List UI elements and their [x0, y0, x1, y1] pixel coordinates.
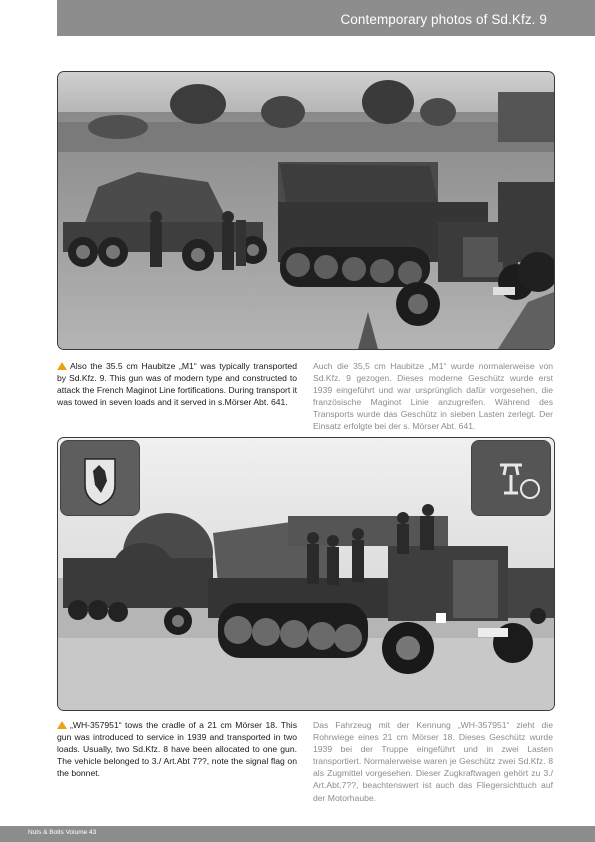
inset-emblem-right [471, 440, 551, 516]
caption-top-german: Auch die 35,5 cm Haubitze „M1“ wurde normalerweise von Sd.Kfz. 9 gezogen. Dieses moderne Geschütz wurde erst 1939 eingeführt und war ursprünglich dafür vorgesehen, die französische Maginot Linie anzugreifen. Während des Transports wurde das Geschütz in sieben Lasten zerlegt. Der Einsatz erfolgte bei der s. Mörser Abt. 641. [313, 361, 553, 432]
caption-bottom-english: „WH-357951“ tows the cradle of a 21 cm Mörser 18. This gun was introduced to service in 1939 and transported in two loads. Usually, two Sd.Kfz. 8 have been allocated to one gun. The vehicle belonged to 3./ Art.Abt 7??, note the signal flag on the bonnet. [57, 720, 297, 779]
photo-halftrack-towing-howitzer [58, 72, 554, 349]
inset-emblem-left [60, 440, 140, 516]
unit-emblem-tactical-sign [472, 441, 550, 515]
caption-bottom-german: Das Fahrzeug mit der Kennung „WH-357951“ zieht die Rohrwiege eines 21 cm Mörser 18. Dieses Geschütz wurde 1939 bei der Truppe eingeführt und in zwei Lasten transportiert. Normalerweise waren je Geschütz zwei Sd.Kfz. 8 als Zugmittel vorgesehen. Dieser Zugkraftwagen gehört zu 3./ Art.Abt.7??, beachtenswert ist auch das Fliegersichttuch auf der Motorhaube. [313, 720, 553, 803]
footer-publication: Nuts & Bolts Volume 43 [28, 829, 97, 836]
caption-top-english: Also the 35.5 cm Haubitze „M1“ was typically transported by Sd.Kfz. 9. This gun was of modern type and constructed to attack the French Maginot Line fortifications. During transport it was towed in seven loads and it served in s.Mörser Abt. 641. [57, 361, 297, 408]
unit-emblem-bear [61, 441, 139, 515]
page-title: Contemporary photos of Sd.Kfz. 9 [340, 12, 547, 27]
caption-marker-icon [57, 362, 67, 370]
photo-top [57, 71, 555, 350]
caption-marker-icon [57, 721, 67, 729]
